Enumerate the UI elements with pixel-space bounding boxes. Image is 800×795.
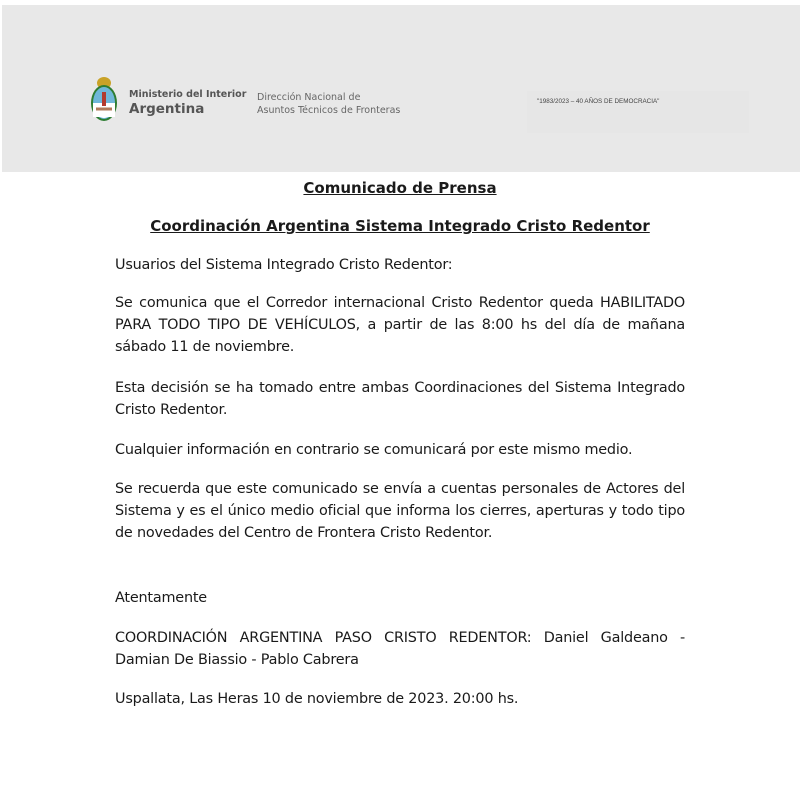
- paragraph: Se recuerda que este comunicado se envía a cuentas personales de Actores del Sistema y es el único medio oficial que informa los cierres, aperturas y todo tipo de novedades del Centro de Frontera Cristo Redentor.: [115, 481, 685, 541]
- place-date: Uspallata, Las Heras 10 de noviembre de 2023. 20:00 hs.: [115, 691, 519, 707]
- letterhead: [2, 5, 800, 172]
- paragraph: Cualquier información en contrario se comunicará por este mismo medio.: [115, 442, 633, 458]
- paragraph: Se comunica que el Corredor internacional Cristo Redentor queda HABILITADO PARA TODO TIPO DE VEHÍCULOS, a partir de las 8:00 hs del día de mañana sábado 11 de noviembre.: [115, 295, 685, 355]
- motto: "1983/2023 – 40 AÑOS DE DEMOCRACIA": [527, 91, 749, 133]
- directorate-name: [257, 91, 400, 117]
- ministry-line1: Ministerio del Interior: [129, 89, 247, 100]
- coat-of-arms-icon: [89, 76, 119, 124]
- paragraph: Esta decisión se ha tomado entre ambas Coordinaciones del Sistema Integrado Cristo Redentor.: [115, 380, 685, 418]
- directorate-line2: Asuntos Técnicos de Fronteras: [257, 105, 401, 116]
- document-title: Comunicado de Prensa: [303, 179, 497, 197]
- closing: Atentamente: [115, 590, 207, 606]
- ministry-name: [129, 89, 246, 117]
- directorate-line1: Dirección Nacional de: [257, 92, 361, 103]
- document-subtitle: Coordinación Argentina Sistema Integrado Cristo Redentor: [150, 217, 650, 235]
- ministry-line2: Argentina: [129, 101, 205, 117]
- salutation: Usuarios del Sistema Integrado Cristo Redentor:: [115, 257, 453, 273]
- signature: COORDINACIÓN ARGENTINA PASO CRISTO REDENTOR: Daniel Galdeano - Damian De Biassio - Pablo Cabrera: [115, 630, 685, 668]
